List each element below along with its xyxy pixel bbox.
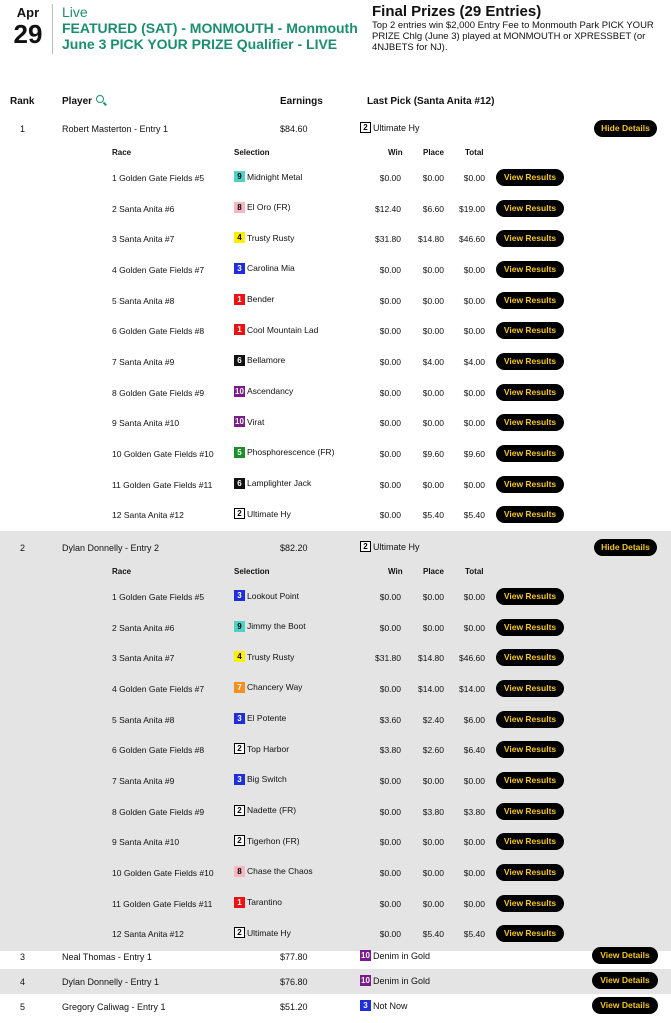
race-selection bbox=[234, 447, 334, 458]
win-amount: $0.00 bbox=[379, 510, 401, 521]
view-results-button[interactable]: View Results bbox=[496, 772, 564, 789]
selection-horse: Chase the Chaos bbox=[247, 866, 313, 877]
entry-earnings: $76.80 bbox=[280, 977, 308, 987]
race-name: 1 Golden Gate Fields #5 bbox=[112, 173, 205, 183]
view-results-button[interactable]: View Results bbox=[496, 925, 564, 942]
contest-date bbox=[10, 6, 46, 48]
race-name: 2 Santa Anita #6 bbox=[112, 622, 175, 633]
total-amount: $0.00 bbox=[463, 837, 485, 848]
place-amount: $0.00 bbox=[422, 479, 444, 490]
post-position-badge: 2 bbox=[360, 541, 371, 552]
view-results-button[interactable]: View Results bbox=[496, 353, 564, 370]
race-name: 1 Golden Gate Fields #5 bbox=[112, 592, 205, 602]
total-subheader: Total bbox=[465, 148, 484, 157]
view-results-button[interactable]: View Results bbox=[496, 864, 564, 881]
entry-earnings: $77.80 bbox=[280, 952, 308, 962]
race-selection bbox=[234, 324, 318, 335]
race-selection bbox=[234, 416, 264, 427]
selection-horse: Lamplighter Jack bbox=[247, 478, 312, 488]
entry-last-pick bbox=[360, 1000, 408, 1011]
race-selection bbox=[234, 478, 311, 489]
selection-horse: Top Harbor bbox=[247, 743, 290, 754]
selection-horse: Trusty Rusty bbox=[247, 232, 295, 243]
entry-player-name[interactable]: Neal Thomas - Entry 1 bbox=[62, 952, 152, 962]
view-results-button[interactable]: View Results bbox=[496, 414, 564, 431]
win-amount: $0.00 bbox=[379, 479, 401, 490]
post-position-badge: 2 bbox=[234, 835, 245, 846]
post-position-badge: 2 bbox=[234, 508, 245, 519]
prizes-title: Final Prizes (29 Entries) bbox=[372, 3, 542, 20]
total-amount: $0.00 bbox=[463, 898, 485, 909]
place-amount: $4.00 bbox=[422, 356, 444, 367]
post-position-badge: 6 bbox=[234, 355, 245, 366]
divider bbox=[52, 4, 53, 54]
place-amount: $0.00 bbox=[422, 264, 444, 275]
selection-horse: Ultimate Hy bbox=[247, 508, 291, 519]
place-amount: $5.40 bbox=[422, 929, 444, 940]
entry-player-name[interactable]: Gregory Caliwag - Entry 1 bbox=[62, 1002, 166, 1012]
selection-horse: Ultimate Hy bbox=[247, 927, 291, 938]
view-results-button[interactable]: View Results bbox=[496, 649, 564, 666]
win-amount: $0.00 bbox=[379, 356, 401, 367]
entry-earnings: $51.20 bbox=[280, 1002, 308, 1012]
total-amount: $6.00 bbox=[463, 714, 485, 725]
view-results-button[interactable]: View Results bbox=[496, 680, 564, 697]
post-position-badge: 3 bbox=[234, 774, 245, 785]
win-amount: $3.60 bbox=[379, 714, 401, 725]
race-selection bbox=[234, 386, 293, 397]
leaderboard-entry bbox=[0, 994, 671, 1019]
total-amount: $46.60 bbox=[459, 653, 485, 664]
entry-last-pick bbox=[360, 541, 420, 552]
place-amount: $14.80 bbox=[418, 234, 444, 245]
win-amount: $3.80 bbox=[379, 745, 401, 756]
entry-rank: 2 bbox=[20, 543, 26, 553]
post-position-badge: 7 bbox=[234, 682, 245, 693]
race-selection bbox=[234, 774, 287, 785]
race-selection bbox=[234, 927, 291, 938]
post-position-badge: 1 bbox=[234, 324, 245, 335]
selection-horse: Jimmy the Boot bbox=[247, 621, 306, 632]
total-amount: $14.00 bbox=[459, 683, 485, 694]
race-name: 6 Golden Gate Fields #8 bbox=[112, 745, 205, 756]
entry-earnings: $82.20 bbox=[280, 543, 308, 553]
selection-subheader: Selection bbox=[234, 148, 270, 157]
view-results-button[interactable]: View Results bbox=[496, 169, 564, 186]
entry-rank: 1 bbox=[20, 124, 26, 134]
post-position-badge: 10 bbox=[361, 976, 370, 985]
win-subheader: Win bbox=[388, 567, 403, 576]
race-name: 9 Santa Anita #10 bbox=[112, 418, 180, 429]
race-selection bbox=[234, 682, 302, 693]
race-name: 12 Santa Anita #12 bbox=[112, 929, 184, 940]
leaderboard-entry bbox=[0, 531, 671, 951]
entry-rank: 3 bbox=[20, 952, 26, 962]
selection-horse: Bender bbox=[247, 294, 275, 305]
win-amount: $0.00 bbox=[379, 326, 401, 337]
race-selection bbox=[234, 171, 302, 182]
win-amount: $0.00 bbox=[379, 806, 401, 817]
total-amount: $0.00 bbox=[463, 264, 485, 275]
post-position-badge: 10 bbox=[235, 417, 244, 427]
place-amount: $0.00 bbox=[422, 867, 444, 878]
race-name: 10 Golden Gate Fields #10 bbox=[112, 448, 214, 459]
total-amount: $0.00 bbox=[463, 775, 485, 786]
post-position-badge: 1 bbox=[234, 294, 245, 305]
post-position-badge: 10 bbox=[235, 386, 244, 396]
entry-last-pick bbox=[360, 975, 430, 986]
post-position-badge: 2 bbox=[360, 122, 371, 133]
view-details-button[interactable]: View Details bbox=[592, 997, 658, 1014]
selection-horse: Tarantino bbox=[247, 897, 282, 907]
view-results-button[interactable]: View Results bbox=[496, 384, 564, 401]
race-selection bbox=[234, 263, 295, 274]
place-amount: $0.00 bbox=[422, 387, 444, 398]
date-month: Apr bbox=[16, 5, 40, 20]
last-pick-column-header: Last Pick (Santa Anita #12) bbox=[367, 96, 495, 107]
win-amount: $0.00 bbox=[379, 173, 401, 183]
selection-horse: Midnight Metal bbox=[247, 171, 303, 182]
view-results-button[interactable]: View Results bbox=[496, 741, 564, 758]
total-amount: $0.00 bbox=[463, 418, 485, 429]
win-amount: $0.00 bbox=[379, 418, 401, 429]
race-selection bbox=[234, 713, 286, 724]
race-name: 3 Santa Anita #7 bbox=[112, 234, 175, 245]
place-amount: $6.60 bbox=[422, 203, 444, 214]
selection-horse: Lookout Point bbox=[247, 590, 299, 601]
race-selection bbox=[234, 355, 285, 366]
player-column-label: Player bbox=[62, 96, 93, 107]
leaderboard-entry bbox=[0, 969, 671, 994]
entry-last-pick bbox=[360, 122, 420, 133]
race-name: 7 Santa Anita #9 bbox=[112, 775, 175, 786]
race-name: 11 Golden Gate Fields #11 bbox=[112, 479, 213, 490]
selection-horse: Bellamore bbox=[247, 355, 286, 366]
win-amount: $0.00 bbox=[379, 448, 401, 459]
race-selection bbox=[234, 232, 294, 243]
total-amount: $0.00 bbox=[463, 867, 485, 878]
selection-horse: Trusty Rusty bbox=[247, 651, 295, 662]
total-amount: $0.00 bbox=[463, 387, 485, 398]
leaderboard-entry bbox=[0, 112, 671, 532]
total-amount: $0.00 bbox=[463, 326, 485, 337]
total-amount: $5.40 bbox=[463, 510, 485, 521]
post-position-badge: 2 bbox=[234, 805, 245, 816]
win-amount: $31.80 bbox=[375, 653, 401, 664]
view-results-button[interactable]: View Results bbox=[496, 895, 564, 912]
race-name: 4 Golden Gate Fields #7 bbox=[112, 683, 205, 694]
view-results-button[interactable]: View Results bbox=[496, 322, 564, 339]
view-results-button[interactable]: View Results bbox=[496, 476, 564, 493]
view-results-button[interactable]: View Results bbox=[496, 833, 564, 850]
entry-last-pick bbox=[360, 950, 430, 961]
last-pick-horse: Not Now bbox=[373, 1000, 408, 1011]
win-amount: $0.00 bbox=[379, 683, 401, 694]
total-amount: $5.40 bbox=[463, 929, 485, 940]
race-selection bbox=[234, 590, 299, 601]
post-position-badge: 2 bbox=[234, 927, 245, 938]
view-results-button[interactable]: View Results bbox=[496, 619, 564, 636]
post-position-badge: 6 bbox=[234, 478, 245, 489]
win-amount: $0.00 bbox=[379, 898, 401, 909]
win-amount: $0.00 bbox=[379, 929, 401, 940]
place-amount: $2.40 bbox=[422, 714, 444, 725]
race-name: 3 Santa Anita #7 bbox=[112, 653, 175, 664]
place-subheader: Place bbox=[423, 567, 444, 576]
post-position-badge: 8 bbox=[234, 202, 245, 213]
last-pick-horse: Ultimate Hy bbox=[373, 122, 420, 133]
total-amount: $46.60 bbox=[459, 234, 485, 245]
entry-player-name[interactable]: Dylan Donnelly - Entry 1 bbox=[62, 977, 160, 987]
race-name: 2 Santa Anita #6 bbox=[112, 203, 175, 214]
total-amount: $0.00 bbox=[463, 295, 485, 306]
hide-details-button[interactable]: Hide Details bbox=[594, 539, 657, 556]
place-amount: $2.60 bbox=[422, 745, 444, 756]
total-subheader: Total bbox=[465, 567, 484, 576]
contest-header bbox=[0, 0, 671, 90]
post-position-badge: 9 bbox=[234, 171, 245, 182]
view-results-button[interactable]: View Results bbox=[496, 711, 564, 728]
total-amount: $4.00 bbox=[463, 356, 485, 367]
selection-horse: Carolina Mia bbox=[247, 263, 295, 274]
win-amount: $0.00 bbox=[379, 622, 401, 633]
total-amount: $9.60 bbox=[463, 448, 485, 459]
selection-horse: Ascendancy bbox=[247, 386, 294, 397]
place-amount: $0.00 bbox=[422, 592, 444, 602]
selection-horse: Chancery Way bbox=[247, 682, 303, 693]
win-amount: $0.00 bbox=[379, 775, 401, 786]
hide-details-button[interactable]: Hide Details bbox=[594, 120, 657, 137]
win-amount: $0.00 bbox=[379, 264, 401, 275]
win-amount: $0.00 bbox=[379, 387, 401, 398]
view-results-button[interactable]: View Results bbox=[496, 445, 564, 462]
place-amount: $0.00 bbox=[422, 418, 444, 429]
race-name: 5 Santa Anita #8 bbox=[112, 714, 175, 725]
last-pick-horse: Denim in Gold bbox=[373, 975, 431, 986]
place-amount: $14.80 bbox=[418, 653, 444, 664]
post-position-badge: 3 bbox=[234, 263, 245, 274]
place-subheader: Place bbox=[423, 148, 444, 157]
selection-horse: El Oro (FR) bbox=[247, 202, 291, 213]
view-details-button[interactable]: View Details bbox=[592, 947, 658, 964]
race-name: 11 Golden Gate Fields #11 bbox=[112, 898, 213, 909]
total-amount: $0.00 bbox=[463, 479, 485, 490]
race-name: 8 Golden Gate Fields #9 bbox=[112, 387, 205, 398]
event-info bbox=[62, 5, 362, 52]
entry-rank: 5 bbox=[20, 1002, 26, 1012]
post-position-badge: 3 bbox=[360, 1000, 371, 1011]
earnings-column-header: Earnings bbox=[280, 96, 323, 107]
post-position-badge: 3 bbox=[234, 590, 245, 601]
view-results-button[interactable]: View Results bbox=[496, 506, 564, 523]
race-name: 7 Santa Anita #9 bbox=[112, 356, 175, 367]
total-amount: $0.00 bbox=[463, 622, 485, 633]
win-amount: $0.00 bbox=[379, 837, 401, 848]
status-label: Live bbox=[62, 4, 88, 20]
race-name: 9 Santa Anita #10 bbox=[112, 837, 180, 848]
total-amount: $6.40 bbox=[463, 745, 485, 756]
view-results-button[interactable]: View Results bbox=[496, 588, 564, 605]
race-selection bbox=[234, 621, 306, 632]
prizes-info bbox=[372, 3, 668, 53]
post-position-badge: 3 bbox=[234, 713, 245, 724]
view-results-button[interactable]: View Results bbox=[496, 230, 564, 247]
view-details-button[interactable]: View Details bbox=[592, 972, 658, 989]
race-subheader: Race bbox=[112, 567, 132, 576]
post-position-badge: 8 bbox=[234, 866, 245, 877]
selection-horse: Virat bbox=[247, 416, 265, 427]
total-amount: $19.00 bbox=[459, 203, 485, 214]
place-amount: $0.00 bbox=[422, 295, 444, 306]
place-amount: $0.00 bbox=[422, 173, 444, 183]
leaderboard-entry bbox=[0, 944, 671, 969]
post-position-badge: 5 bbox=[234, 447, 245, 458]
event-title: FEATURED (SAT) - MONMOUTH - Monmouth June 3 PICK YOUR PRIZE Qualifier - LIVE bbox=[62, 20, 358, 52]
post-position-badge: 4 bbox=[234, 232, 245, 243]
view-results-button[interactable]: View Results bbox=[496, 803, 564, 820]
view-results-button[interactable]: View Results bbox=[496, 261, 564, 278]
entry-rank: 4 bbox=[20, 977, 26, 987]
post-position-badge: 1 bbox=[234, 897, 245, 908]
rank-column-header: Rank bbox=[10, 96, 35, 107]
race-name: 6 Golden Gate Fields #8 bbox=[112, 326, 205, 337]
race-selection bbox=[234, 805, 296, 816]
race-selection bbox=[234, 866, 313, 877]
win-subheader: Win bbox=[388, 148, 403, 157]
search-icon[interactable] bbox=[96, 95, 104, 103]
entry-earnings: $84.60 bbox=[280, 124, 308, 134]
race-selection bbox=[234, 294, 274, 305]
last-pick-horse: Denim in Gold bbox=[373, 950, 431, 961]
race-selection bbox=[234, 897, 282, 908]
selection-horse: Phosphorescence (FR) bbox=[247, 447, 335, 458]
place-amount: $0.00 bbox=[422, 837, 444, 848]
total-amount: $0.00 bbox=[463, 173, 485, 183]
view-results-button[interactable]: View Results bbox=[496, 292, 564, 309]
total-amount: $0.00 bbox=[463, 592, 485, 602]
race-selection bbox=[234, 651, 294, 662]
selection-horse: Tigerhon (FR) bbox=[247, 835, 300, 846]
race-selection bbox=[234, 835, 300, 846]
total-amount: $3.80 bbox=[463, 806, 485, 817]
race-name: 8 Golden Gate Fields #9 bbox=[112, 806, 205, 817]
selection-horse: El Potente bbox=[247, 713, 287, 724]
last-pick-horse: Ultimate Hy bbox=[373, 541, 420, 552]
post-position-badge: 10 bbox=[361, 951, 370, 960]
entry-player-name[interactable]: Robert Masterton - Entry 1 bbox=[62, 124, 169, 134]
selection-horse: Cool Mountain Lad bbox=[247, 324, 319, 335]
selection-subheader: Selection bbox=[234, 567, 270, 576]
win-amount: $0.00 bbox=[379, 867, 401, 878]
place-amount: $14.00 bbox=[418, 683, 444, 694]
race-name: 5 Santa Anita #8 bbox=[112, 295, 175, 306]
race-selection bbox=[234, 508, 291, 519]
place-amount: $0.00 bbox=[422, 326, 444, 337]
race-selection bbox=[234, 743, 289, 754]
player-column-header bbox=[62, 96, 104, 110]
race-selection bbox=[234, 202, 290, 213]
place-amount: $0.00 bbox=[422, 898, 444, 909]
selection-horse: Big Switch bbox=[247, 774, 287, 785]
race-name: 4 Golden Gate Fields #7 bbox=[112, 264, 205, 275]
place-amount: $3.80 bbox=[422, 806, 444, 817]
selection-horse: Nadette (FR) bbox=[247, 805, 297, 816]
post-position-badge: 4 bbox=[234, 651, 245, 662]
place-amount: $0.00 bbox=[422, 622, 444, 633]
race-name: 12 Santa Anita #12 bbox=[112, 510, 184, 521]
win-amount: $0.00 bbox=[379, 295, 401, 306]
win-amount: $12.40 bbox=[375, 203, 401, 214]
entry-player-name[interactable]: Dylan Donnelly - Entry 2 bbox=[62, 543, 160, 553]
place-amount: $9.60 bbox=[422, 448, 444, 459]
race-subheader: Race bbox=[112, 148, 132, 157]
date-day: 29 bbox=[13, 19, 43, 49]
place-amount: $0.00 bbox=[422, 775, 444, 786]
post-position-badge: 9 bbox=[234, 621, 245, 632]
win-amount: $31.80 bbox=[375, 234, 401, 245]
win-amount: $0.00 bbox=[379, 592, 401, 602]
place-amount: $5.40 bbox=[422, 510, 444, 521]
prizes-description: Top 2 entries win $2,000 Entry Fee to Monmouth Park PICK YOUR PRIZE Chlg (June 3) played at MONMOUTH or XPRESSBET (or 4NJBETS for NJ). bbox=[372, 20, 654, 53]
post-position-badge: 2 bbox=[234, 743, 245, 754]
view-results-button[interactable]: View Results bbox=[496, 200, 564, 217]
race-name: 10 Golden Gate Fields #10 bbox=[112, 867, 214, 878]
